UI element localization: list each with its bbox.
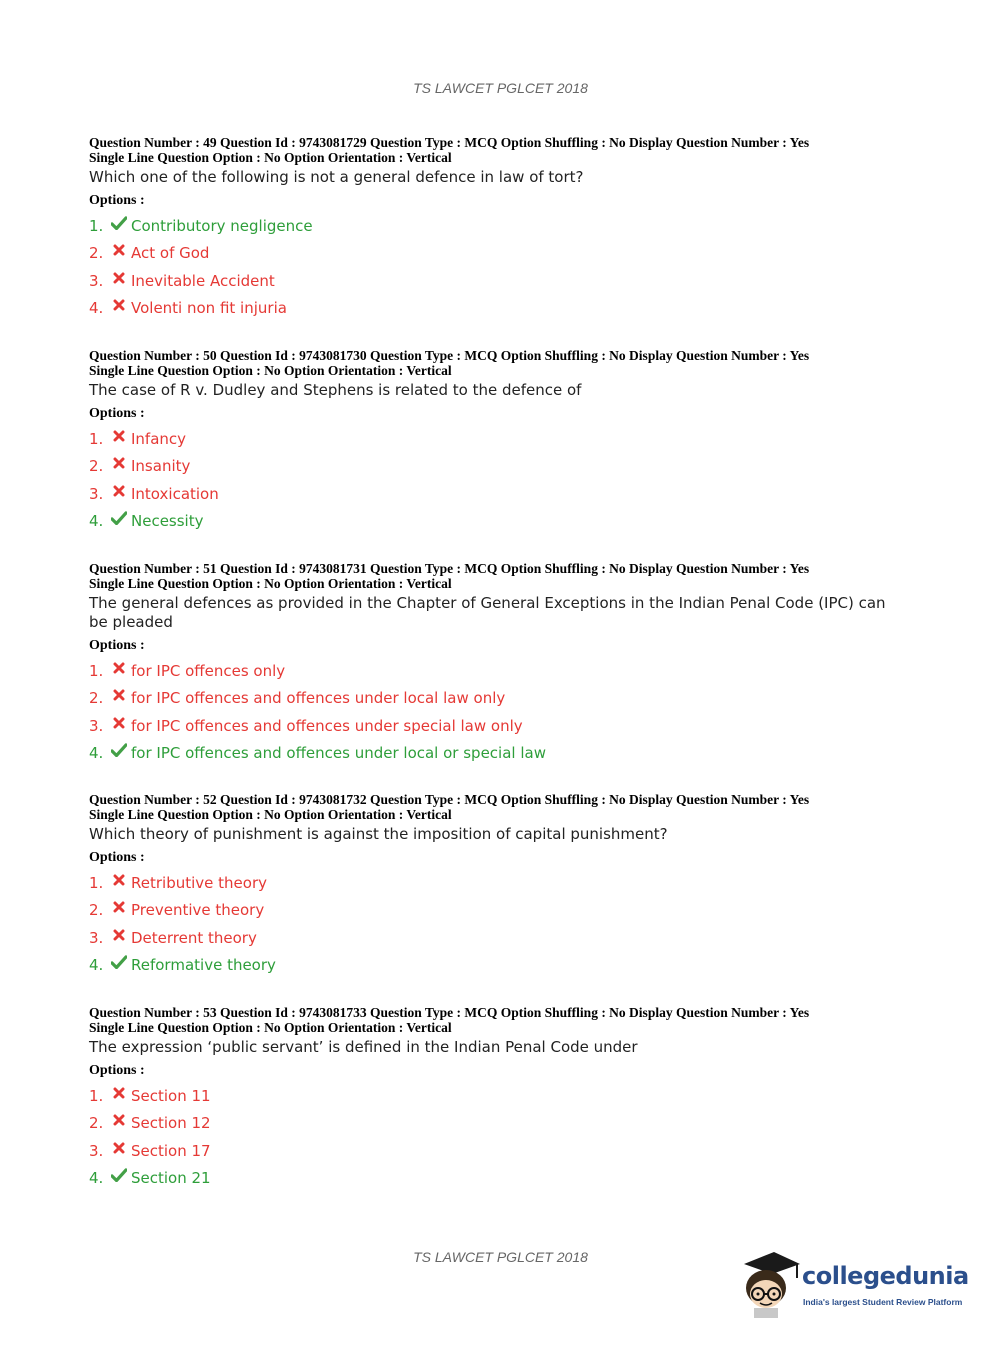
cross-icon bbox=[109, 457, 129, 469]
question-block bbox=[89, 793, 909, 979]
option-item bbox=[89, 212, 909, 240]
logo-tagline: India's largest Student Review Platform bbox=[803, 1297, 963, 1307]
option-item bbox=[89, 1082, 909, 1110]
question-meta-line1: Question Number : 51 Question Id : 9743081731 Question Type : MCQ Option Shuffling : No Display Question Number : Yes bbox=[89, 561, 810, 576]
option-item bbox=[89, 453, 909, 481]
option-item bbox=[89, 712, 909, 740]
option-text: for IPC offences and offences under local or special law bbox=[131, 744, 546, 763]
option-number: 1. bbox=[89, 1086, 104, 1105]
option-text: Infancy bbox=[131, 429, 187, 448]
options-label: Options : bbox=[89, 1063, 145, 1078]
option-text: Section 17 bbox=[131, 1141, 211, 1160]
option-number: 3. bbox=[89, 1141, 104, 1160]
option-number: 3. bbox=[89, 271, 104, 290]
option-number: 2. bbox=[89, 457, 104, 476]
option-number: 4. bbox=[89, 744, 104, 763]
option-item bbox=[89, 508, 909, 536]
question-meta-line2: Single Line Question Option : No Option Orientation : Vertical bbox=[89, 575, 452, 591]
options-label: Options : bbox=[89, 406, 145, 421]
option-item bbox=[89, 740, 909, 768]
cross-icon bbox=[109, 901, 129, 913]
question-meta-line1: Question Number : 52 Question Id : 9743081732 Question Type : MCQ Option Shuffling : No Display Question Number : Yes bbox=[89, 792, 810, 807]
question-text: The expression ‘public servant’ is defined in the Indian Penal Code under bbox=[89, 1038, 638, 1056]
option-number: 3. bbox=[89, 928, 104, 947]
option-text: Intoxication bbox=[131, 484, 219, 503]
cross-icon bbox=[109, 299, 129, 311]
options-label: Options : bbox=[89, 638, 145, 653]
option-text: Retributive theory bbox=[131, 873, 267, 892]
question-block bbox=[89, 562, 909, 767]
option-item bbox=[89, 240, 909, 268]
option-number: 4. bbox=[89, 299, 104, 318]
check-icon bbox=[109, 511, 129, 525]
option-item bbox=[89, 267, 909, 295]
options-label: Options : bbox=[89, 850, 145, 865]
option-item bbox=[89, 685, 909, 713]
question-meta-line1: Question Number : 53 Question Id : 9743081733 Question Type : MCQ Option Shuffling : No Display Question Number : Yes bbox=[89, 1005, 810, 1020]
cross-icon bbox=[109, 662, 129, 674]
cross-icon bbox=[109, 272, 129, 284]
option-text: Insanity bbox=[131, 457, 191, 476]
question-block bbox=[89, 349, 909, 535]
option-item bbox=[89, 1137, 909, 1165]
option-number: 2. bbox=[89, 901, 104, 920]
option-number: 3. bbox=[89, 484, 104, 503]
option-number: 1. bbox=[89, 873, 104, 892]
option-item bbox=[89, 657, 909, 685]
options-label: Options : bbox=[89, 193, 145, 208]
check-icon bbox=[109, 955, 129, 969]
mascot-icon bbox=[740, 1250, 802, 1318]
question-meta-line2: Single Line Question Option : No Option Orientation : Vertical bbox=[89, 362, 452, 378]
option-number: 2. bbox=[89, 244, 104, 263]
cross-icon bbox=[109, 874, 129, 886]
question-text: Which one of the following is not a general defence in law of tort? bbox=[89, 168, 584, 186]
cross-icon bbox=[109, 689, 129, 701]
cross-icon bbox=[109, 485, 129, 497]
question-text: The case of R v. Dudley and Stephens is related to the defence of bbox=[89, 381, 582, 399]
option-text: Section 21 bbox=[131, 1169, 211, 1188]
question-meta-line2: Single Line Question Option : No Option Orientation : Vertical bbox=[89, 806, 452, 822]
option-item bbox=[89, 869, 909, 897]
option-text: Section 12 bbox=[131, 1114, 211, 1133]
cross-icon bbox=[109, 1087, 129, 1099]
option-text: Contributory negligence bbox=[131, 216, 313, 235]
option-item bbox=[89, 425, 909, 453]
option-text: Volenti non fit injuria bbox=[131, 299, 287, 318]
option-number: 1. bbox=[89, 216, 104, 235]
cross-icon bbox=[109, 929, 129, 941]
option-number: 2. bbox=[89, 1114, 104, 1133]
check-icon bbox=[109, 743, 129, 757]
option-number: 4. bbox=[89, 956, 104, 975]
question-meta-line2: Single Line Question Option : No Option Orientation : Vertical bbox=[89, 149, 452, 165]
collegedunia-logo[interactable] bbox=[740, 1250, 970, 1320]
page-header: TS LAWCET PGLCET 2018 bbox=[413, 80, 588, 96]
question-block bbox=[89, 1006, 909, 1192]
question-meta-line2: Single Line Question Option : No Option Orientation : Vertical bbox=[89, 1019, 452, 1035]
cross-icon bbox=[109, 1114, 129, 1126]
question-meta-line1: Question Number : 49 Question Id : 9743081729 Question Type : MCQ Option Shuffling : No Display Question Number : Yes bbox=[89, 135, 810, 150]
option-number: 1. bbox=[89, 661, 104, 680]
option-item bbox=[89, 1165, 909, 1193]
option-text: Section 11 bbox=[131, 1086, 211, 1105]
cross-icon bbox=[109, 244, 129, 256]
question-block bbox=[89, 136, 909, 322]
cross-icon bbox=[109, 430, 129, 442]
option-item bbox=[89, 295, 909, 323]
option-text: for IPC offences only bbox=[131, 661, 286, 680]
option-text: Inevitable Accident bbox=[131, 271, 275, 290]
option-text: Deterrent theory bbox=[131, 928, 257, 947]
check-icon bbox=[109, 1168, 129, 1182]
option-item bbox=[89, 1110, 909, 1138]
option-item bbox=[89, 952, 909, 980]
question-text: The general defences as provided in the Chapter of General Exceptions in the Indian Penal Code (IPC) can be pleaded bbox=[89, 594, 886, 631]
question-meta-line1: Question Number : 50 Question Id : 9743081730 Question Type : MCQ Option Shuffling : No Display Question Number : Yes bbox=[89, 348, 810, 363]
option-text: Reformative theory bbox=[131, 956, 276, 975]
option-item bbox=[89, 897, 909, 925]
question-text: Which theory of punishment is against the imposition of capital punishment? bbox=[89, 825, 668, 843]
option-number: 2. bbox=[89, 689, 104, 708]
page-footer: TS LAWCET PGLCET 2018 bbox=[413, 1249, 588, 1265]
cross-icon bbox=[109, 717, 129, 729]
option-text: Necessity bbox=[131, 512, 204, 531]
logo-wordmark: collegedunia bbox=[802, 1262, 969, 1290]
option-item bbox=[89, 480, 909, 508]
option-number: 4. bbox=[89, 512, 104, 531]
check-icon bbox=[109, 216, 129, 230]
option-number: 4. bbox=[89, 1169, 104, 1188]
option-text: for IPC offences and offences under local law only bbox=[131, 689, 506, 708]
option-item bbox=[89, 924, 909, 952]
option-number: 1. bbox=[89, 429, 104, 448]
option-text: for IPC offences and offences under special law only bbox=[131, 716, 523, 735]
option-text: Preventive theory bbox=[131, 901, 265, 920]
option-number: 3. bbox=[89, 716, 104, 735]
cross-icon bbox=[109, 1142, 129, 1154]
option-text: Act of God bbox=[131, 244, 210, 263]
